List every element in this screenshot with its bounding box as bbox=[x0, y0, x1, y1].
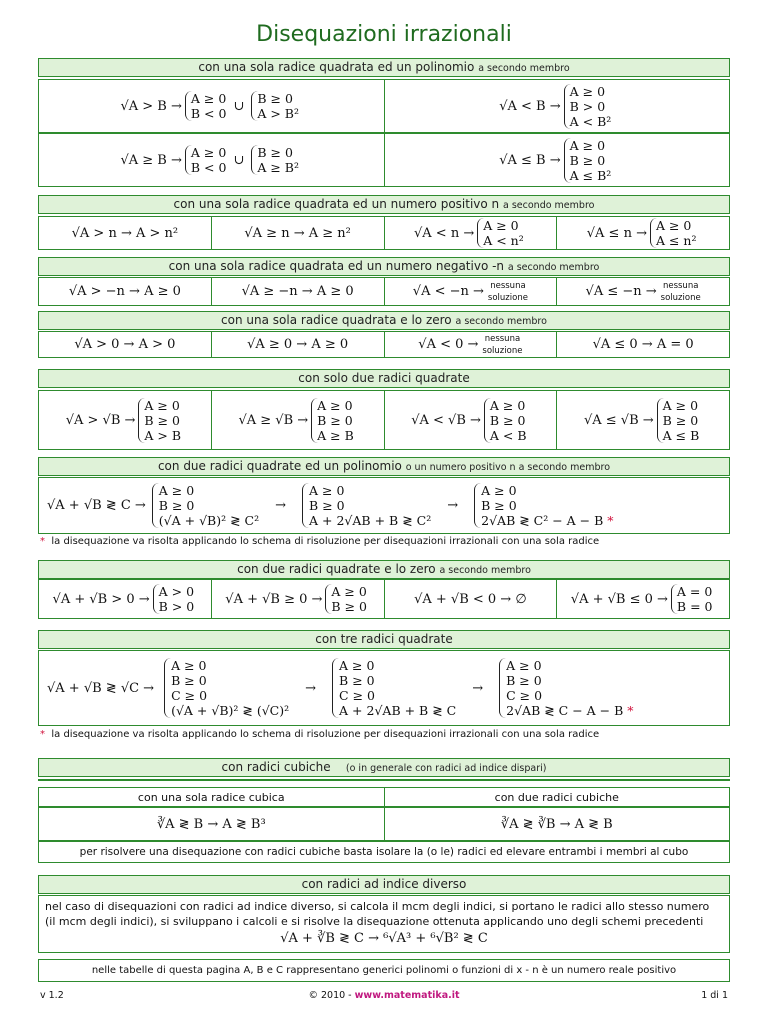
s10-formula: √A + ∛B ≷ C → ⁶√A³ + ⁶√B² ≷ C bbox=[280, 931, 488, 946]
s9-c2: ∛A ≷ ∛B → A ≷ B bbox=[500, 816, 613, 832]
s7-c3: √A + √B < 0 → ∅ bbox=[385, 580, 558, 618]
s8-note: * la disequazione va risolta applicando lo schema di risoluzione per disequazioni irrazionali con una sola radice bbox=[40, 729, 600, 740]
s7-row bbox=[38, 579, 730, 619]
s5-c2: √A ≥ √B → A ≥ 0 B ≥ 0 A ≥ B bbox=[212, 391, 385, 449]
s4-c4: √A ≤ 0 → A = 0 bbox=[592, 337, 694, 352]
s3-c1: √A > −n → A ≥ 0 bbox=[39, 278, 212, 305]
s5-c4: √A ≤ √B → A ≥ 0 B ≥ 0 A ≤ B bbox=[583, 397, 700, 443]
s8-row bbox=[38, 650, 730, 726]
s10-box bbox=[38, 895, 730, 953]
s3-c3: √A < −n → nessuna soluzione bbox=[385, 278, 558, 305]
section-header-6: con due radici quadrate ed un polinomio o un numero positivo n a secondo membro bbox=[38, 457, 730, 476]
section-header-4: con una sola radice quadrata e lo zero a secondo membro bbox=[38, 311, 730, 330]
s2-c4: √A ≤ n → A ≥ 0 A ≤ n² bbox=[586, 218, 697, 248]
s9-c1: ∛A ≷ B → A ≷ B³ bbox=[39, 808, 385, 840]
s4-c1: √A > 0 → A > 0 bbox=[39, 332, 212, 357]
s1-r2-right: √A ≤ B → A ≥ 0 B ≥ 0 A ≤ B² bbox=[499, 137, 612, 183]
section-header-9: con radici cubiche (o in generale con radici ad indice dispari) bbox=[38, 758, 730, 777]
s9-subheaders bbox=[38, 787, 730, 807]
s8-formula: √A + √B ≷ √C → A ≥ 0 B ≥ 0 C ≥ 0 (√A + √B)² ≷ (√C)² → A ≥ 0 B ≥ 0 C ≥ 0 A + 2√AB + B ≷ C → A ≥ 0 B ≥ 0 C ≥ 0 2√AB ≷ C − A − B * bbox=[47, 658, 634, 718]
s5-c3: √A < √B → A ≥ 0 B ≥ 0 A < B bbox=[385, 391, 558, 449]
s6-note: * la disequazione va risolta applicando lo schema di risoluzione per disequazioni irrazionali con una sola radice bbox=[40, 536, 600, 547]
s2-c1: √A > n → A > n² bbox=[39, 217, 212, 249]
legend: nelle tabelle di questa pagina A, B e C rappresentano generici polinomi o funzioni di x - n è un numero reale positivo bbox=[38, 959, 730, 982]
s3-row bbox=[38, 277, 730, 306]
s1-r1-right: √A < B → A ≥ 0 B > 0 A < B² bbox=[499, 83, 612, 129]
s4-c2: √A ≥ 0 → A ≥ 0 bbox=[212, 332, 385, 357]
s6-row bbox=[38, 477, 730, 534]
s7-c2: √A + √B ≥ 0 → A ≥ 0 B ≥ 0 bbox=[212, 580, 385, 618]
s9-divider bbox=[38, 779, 730, 781]
s3-c4: √A ≤ −n → nessuna soluzione bbox=[585, 280, 701, 303]
page-title: Disequazioni irrazionali bbox=[256, 22, 512, 47]
s1-row-2 bbox=[38, 133, 730, 187]
s10-text: nel caso di disequazioni con radici ad indice diverso, si calcola il mcm degli indici, si portano le radici allo stesso numero (il mcm degli indici), si sviluppano i calcoli e si risolve la disequazione ottenuta applicando uno degli schemi precedenti bbox=[45, 900, 710, 928]
s2-c2: √A ≥ n → A ≥ n² bbox=[212, 217, 385, 249]
footer-site-link[interactable]: www.matematika.it bbox=[354, 990, 460, 1001]
s2-row bbox=[38, 216, 730, 250]
footer-copyright: © 2010 - www.matematika.it bbox=[308, 990, 460, 1001]
footer-version: v 1.2 bbox=[40, 990, 64, 1001]
section-header-1: con una sola radice quadrata ed un polinomio a secondo membro bbox=[38, 58, 730, 77]
s4-row bbox=[38, 331, 730, 358]
section-header-5: con solo due radici quadrate bbox=[38, 369, 730, 388]
s6-formula: √A + √B ≷ C → A ≥ 0 B ≥ 0 (√A + √B)² ≷ C² → A ≥ 0 B ≥ 0 A + 2√AB + B ≷ C² → A ≥ 0 B ≥ 0 2√AB ≷ C² − A − B * bbox=[47, 483, 614, 528]
s3-c2: √A ≥ −n → A ≥ 0 bbox=[212, 278, 385, 305]
section-header-10: con radici ad indice diverso bbox=[38, 875, 730, 894]
s9-h2: con due radici cubiche bbox=[494, 790, 619, 804]
section-header-7: con due radici quadrate e lo zero a secondo membro bbox=[38, 560, 730, 579]
s9-h1: con una sola radice cubica bbox=[39, 788, 385, 806]
s7-c1: √A + √B > 0 → A > 0 B > 0 bbox=[39, 580, 212, 618]
section-header-3: con una sola radice quadrata ed un numero negativo -n a secondo membro bbox=[38, 257, 730, 276]
footer-page: 1 di 1 bbox=[701, 990, 728, 1001]
s5-c1: √A > √B → A ≥ 0 B ≥ 0 A > B bbox=[39, 391, 212, 449]
s1-r1-left: √A > B → A ≥ 0 B < 0 ∪ B ≥ 0 A > B² bbox=[39, 80, 385, 132]
s7-c4: √A + √B ≤ 0 → A = 0 B = 0 bbox=[570, 584, 713, 614]
s2-c3: √A < n → A ≥ 0 A < n² bbox=[385, 217, 558, 249]
s4-c3: √A < 0 → nessuna soluzione bbox=[385, 332, 558, 357]
section-header-2: con una sola radice quadrata ed un numero positivo n a secondo membro bbox=[38, 195, 730, 214]
s1-row-1 bbox=[38, 79, 730, 133]
s1-r2-left: √A ≥ B → A ≥ 0 B < 0 ∪ B ≥ 0 A ≥ B² bbox=[39, 134, 385, 186]
s5-row bbox=[38, 390, 730, 450]
section-header-8: con tre radici quadrate bbox=[38, 630, 730, 649]
s9-row bbox=[38, 807, 730, 841]
s9-note: per risolvere una disequazione con radici cubiche basta isolare la (o le) radici ed elevare entrambi i membri al cubo bbox=[38, 841, 730, 863]
